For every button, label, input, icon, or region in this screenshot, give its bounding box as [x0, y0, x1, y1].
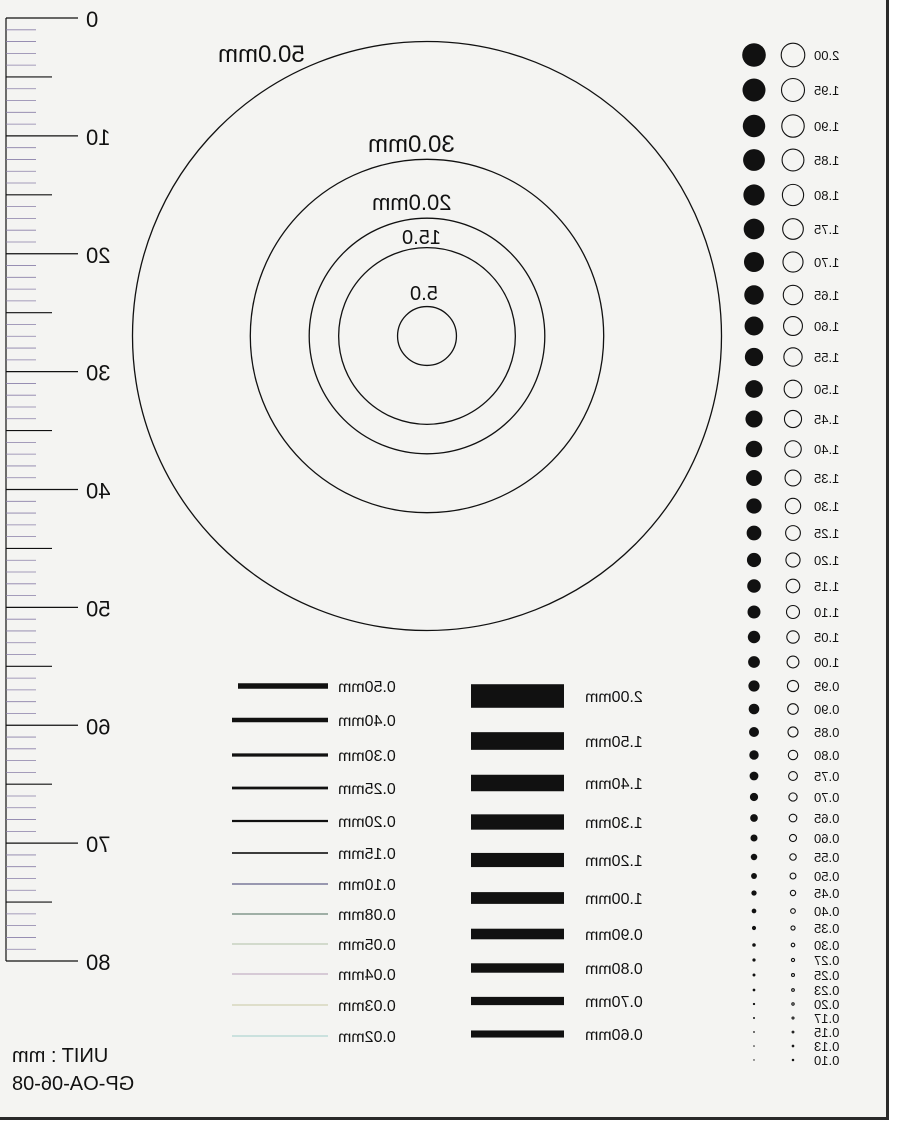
dot-filled	[749, 727, 759, 737]
ruler-label: 10	[86, 124, 111, 150]
dot-outline	[791, 926, 795, 930]
dot-outline	[785, 498, 800, 513]
circle-label: 30.0mm	[368, 131, 455, 158]
bar-sample	[471, 997, 564, 1005]
dot-filled	[753, 974, 756, 977]
bar-sample	[471, 853, 564, 867]
bar-width-samples	[471, 684, 643, 1044]
dot-outline	[782, 149, 804, 171]
bar-label: 0.90mm	[585, 927, 643, 944]
dot-label: 0.60	[814, 831, 840, 846]
dot-label: 1.60	[814, 319, 840, 334]
dot-label: 1.95	[814, 83, 840, 98]
dot-filled	[748, 656, 760, 668]
dot-label: 0.95	[814, 679, 840, 694]
dot-outline	[792, 1045, 794, 1047]
dot-filled	[753, 1031, 755, 1033]
dot-filled	[744, 285, 763, 304]
dot-outline	[790, 873, 796, 879]
line-label: 0.30mm	[338, 748, 396, 765]
dot-size-samples	[742, 43, 839, 1068]
line-label: 0.03mm	[338, 998, 396, 1015]
dot-filled	[751, 854, 757, 860]
line-label: 0.15mm	[338, 846, 396, 863]
dot-filled	[748, 631, 760, 643]
line-width-samples	[232, 679, 396, 1046]
dot-outline	[789, 772, 798, 781]
dot-label: 1.10	[814, 605, 840, 620]
mm-ruler	[6, 7, 110, 975]
dot-filled	[742, 43, 766, 67]
dot-filled	[745, 348, 763, 366]
dot-label: 0.15	[814, 1025, 840, 1040]
dot-label: 1.70	[814, 255, 840, 270]
dot-label: 1.85	[814, 153, 840, 168]
line-label: 0.10mm	[338, 877, 396, 894]
dot-filled	[750, 834, 757, 841]
ruler-label: 50	[86, 596, 111, 622]
dot-label: 1.50	[814, 382, 840, 397]
dot-outline	[790, 890, 795, 895]
dot-filled	[753, 989, 756, 992]
dot-outline	[792, 989, 795, 992]
dot-label: 1.90	[814, 119, 840, 134]
ruler-label: 0	[86, 7, 99, 32]
circle-label: 15.0	[402, 227, 441, 249]
ruler-label: 30	[86, 360, 111, 386]
dot-label: 0.50	[814, 869, 840, 884]
dot-outline	[786, 526, 801, 541]
ruler-label: 60	[86, 714, 111, 740]
dot-filled	[749, 750, 758, 759]
dot-label: 0.70	[814, 790, 840, 805]
line-label: 0.50mm	[338, 679, 396, 696]
dot-label: 0.85	[814, 725, 840, 740]
dot-label: 1.45	[814, 412, 840, 427]
dot-filled	[750, 772, 759, 781]
dot-filled	[743, 115, 765, 137]
dot-filled	[744, 219, 765, 240]
dot-filled	[752, 958, 755, 961]
bar-sample	[471, 892, 564, 904]
dot-filled	[753, 1003, 755, 1005]
circle-20mm	[309, 218, 545, 454]
dot-label: 1.25	[814, 526, 840, 541]
dot-label: 0.90	[814, 702, 840, 717]
dot-filled	[750, 814, 758, 822]
dot-filled	[747, 579, 761, 593]
dot-outline	[781, 43, 805, 67]
dot-outline	[792, 1017, 794, 1019]
dot-filled	[745, 317, 764, 336]
dot-filled	[745, 380, 763, 398]
bar-label: 1.30mm	[585, 815, 643, 832]
dot-filled	[742, 78, 765, 101]
dot-label: 1.20	[814, 553, 840, 568]
circle-5mm	[398, 307, 457, 366]
bar-sample	[471, 1030, 564, 1037]
dot-outline	[792, 1059, 793, 1060]
dot-label: 2.00	[814, 48, 840, 63]
bar-label: 0.80mm	[585, 961, 643, 978]
circle-50mm	[133, 42, 722, 631]
bar-sample	[471, 732, 564, 750]
dot-outline	[789, 834, 796, 841]
dot-filled	[747, 526, 762, 541]
dot-outline	[787, 656, 799, 668]
dot-filled	[747, 553, 761, 567]
dot-filled	[744, 252, 764, 272]
bar-sample	[471, 963, 564, 972]
dot-label: 1.65	[814, 288, 840, 303]
dot-outline	[784, 348, 802, 366]
dot-label: 0.10	[814, 1053, 840, 1068]
dot-label: 1.35	[814, 471, 840, 486]
dot-filled	[753, 1045, 755, 1047]
dot-outline	[791, 909, 796, 914]
ruler-label: 40	[86, 478, 111, 504]
dot-label: 0.80	[814, 748, 840, 763]
dot-filled	[753, 1059, 754, 1060]
dot-label: 0.23	[814, 983, 840, 998]
dot-label: 1.05	[814, 630, 840, 645]
line-label: 0.04mm	[338, 967, 396, 984]
dot-outline	[784, 380, 802, 398]
dot-outline	[784, 410, 801, 427]
bar-sample	[471, 929, 564, 940]
dot-filled	[752, 943, 756, 947]
dot-label: 1.15	[814, 579, 840, 594]
dot-label: 0.27	[814, 953, 840, 968]
dot-outline	[789, 793, 797, 801]
dot-outline	[791, 943, 795, 947]
dot-filled	[743, 184, 764, 205]
dot-label: 0.40	[814, 904, 840, 919]
dot-filled	[748, 680, 759, 691]
line-label: 0.05mm	[338, 937, 396, 954]
code-label: GP-OA-06-08	[12, 1073, 135, 1095]
dot-outline	[786, 553, 800, 567]
dot-outline	[787, 680, 798, 691]
circle-label: 50.0mm	[218, 41, 305, 68]
dot-label: 0.25	[814, 968, 840, 983]
dot-label: 1.80	[814, 188, 840, 203]
dot-outline	[788, 750, 797, 759]
dot-label: 1.40	[814, 442, 840, 457]
footer	[12, 1045, 134, 1095]
dot-label: 1.00	[814, 655, 840, 670]
bar-label: 1.40mm	[585, 776, 643, 793]
dot-filled	[752, 926, 756, 930]
concentric-circles	[133, 41, 722, 631]
dot-label: 0.65	[814, 811, 840, 826]
dot-filled	[752, 909, 757, 914]
dot-label: 0.20	[814, 997, 840, 1012]
dot-outline	[792, 974, 795, 977]
line-label: 0.25mm	[338, 781, 396, 798]
dot-outline	[788, 704, 799, 715]
dot-filled	[753, 1017, 755, 1019]
circle-label: 20.0mm	[372, 190, 452, 215]
circle-label: 5.0	[410, 283, 438, 305]
dot-outline	[783, 285, 802, 304]
dot-label: 0.13	[814, 1039, 840, 1054]
bar-label: 0.60mm	[585, 1027, 643, 1044]
dot-filled	[750, 793, 758, 801]
dot-outline	[783, 252, 803, 272]
bar-label: 1.00mm	[585, 891, 643, 908]
dot-filled	[751, 890, 756, 895]
dot-outline	[787, 631, 799, 643]
dot-filled	[746, 498, 761, 513]
dot-label: 0.75	[814, 769, 840, 784]
dot-outline	[783, 219, 804, 240]
dot-filled	[751, 873, 757, 879]
dot-label: 0.55	[814, 850, 840, 865]
bar-label: 2.00mm	[585, 689, 643, 706]
dot-filled	[749, 704, 760, 715]
circle-15mm	[339, 248, 516, 425]
dot-outline	[785, 441, 802, 458]
dot-filled	[743, 149, 765, 171]
dot-filled	[746, 441, 763, 458]
dot-outline	[790, 854, 796, 860]
dot-label: 1.30	[814, 499, 840, 514]
dot-outline	[788, 727, 798, 737]
line-label: 0.02mm	[338, 1029, 396, 1046]
dot-filled	[745, 410, 762, 427]
dot-label: 0.30	[814, 938, 840, 953]
dot-outline	[786, 579, 800, 593]
dot-outline	[785, 470, 801, 486]
bar-label: 1.20mm	[585, 853, 643, 870]
dot-outline	[789, 814, 797, 822]
dot-label: 1.75	[814, 222, 840, 237]
ruler-label: 70	[86, 832, 111, 858]
dot-outline	[787, 606, 800, 619]
dot-outline	[784, 317, 803, 336]
ruler-label: 20	[86, 242, 111, 268]
bar-sample	[471, 775, 564, 791]
dot-label: 0.35	[814, 921, 840, 936]
bar-label: 1.50mm	[585, 734, 643, 751]
dot-outline	[781, 78, 804, 101]
line-label: 0.20mm	[338, 814, 396, 831]
dot-filled	[748, 606, 761, 619]
dot-outline	[791, 958, 794, 961]
dot-label: 0.45	[814, 886, 840, 901]
dot-outline	[792, 1003, 794, 1005]
unit-label: UNIT : mm	[12, 1045, 109, 1067]
ruler-label: 80	[86, 950, 111, 975]
dot-label: 1.55	[814, 350, 840, 365]
bar-sample	[471, 684, 564, 708]
dot-outline	[792, 1031, 794, 1033]
line-label: 0.08mm	[338, 907, 396, 924]
dot-outline	[782, 184, 803, 205]
bar-label: 0.70mm	[585, 994, 643, 1011]
dot-filled	[746, 470, 762, 486]
bar-sample	[471, 814, 564, 829]
line-label: 0.40mm	[338, 713, 396, 730]
dot-outline	[782, 115, 804, 137]
dot-label: 0.17	[814, 1011, 840, 1026]
